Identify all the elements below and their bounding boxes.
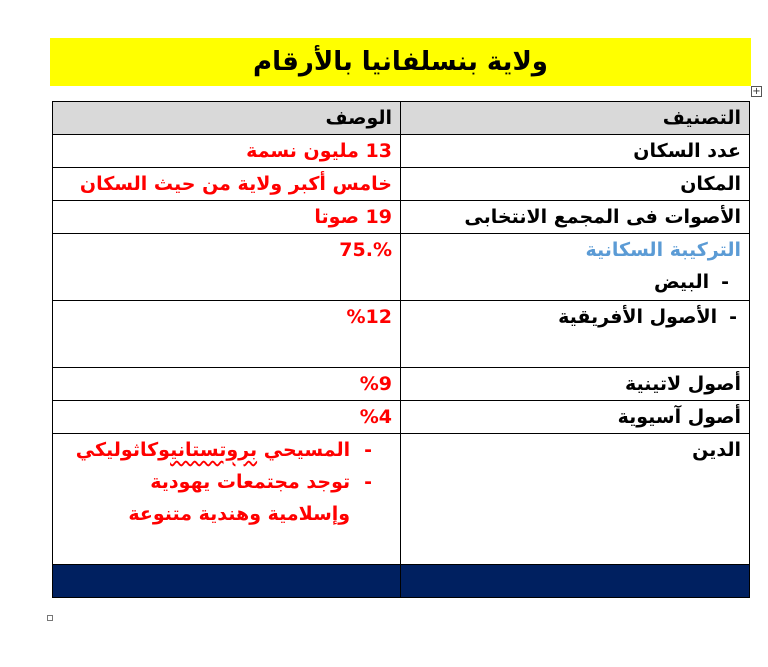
row-label-african [401,301,750,368]
religion-item-text-end: وكاثوليكي [75,439,171,461]
table-footer-row [53,565,750,598]
header-description: الوصف [53,102,401,135]
spellcheck-underlined-word[interactable]: بروتستاني [170,439,258,461]
document-title: ولاية بنسلفانيا بالأرقام [50,38,751,86]
religion-item-text: المسيحي [263,439,351,461]
table-row [53,234,750,301]
table-header-row [53,102,750,135]
row-value-population: 13 مليون نسمة [53,135,401,168]
table-row [53,301,750,368]
footer-cell [53,565,401,598]
african-label: الأصول الأفريقية [558,306,718,328]
table-row [53,201,750,234]
resize-handle-icon[interactable] [47,615,53,621]
composition-label: التركيبة السكانية [585,239,741,261]
bullet-dash: - [364,471,372,493]
row-value-electoral: 19 صوتا [53,201,401,234]
row-value-latino: %9 [53,368,401,401]
table-row [53,434,750,565]
row-value-location: خامس أكبر ولاية من حيث السكان [53,168,401,201]
bullet-dash: - [729,306,737,328]
religion-list [61,434,392,530]
row-value-asian: %4 [53,401,401,434]
bullet-dash: - [364,439,372,461]
religion-item-line1: توجد مجتمعات يهودية [150,471,351,493]
row-label-location: المكان [401,168,750,201]
row-value-religion [53,434,401,565]
row-label-composition [401,234,750,301]
move-handle-icon[interactable]: + [752,86,761,97]
table-row [53,168,750,201]
pennsylvania-stats-table [52,101,750,598]
composition-sub-label: البيض [654,271,710,293]
table-row [53,368,750,401]
row-label-electoral: الأصوات فى المجمع الانتخابى [401,201,750,234]
table-row [53,135,750,168]
table-row [53,401,750,434]
row-value-composition: %.75 [53,234,401,301]
footer-cell [401,565,750,598]
bullet-dash: - [721,271,729,293]
row-label-latino: أصول لاتينية [401,368,750,401]
row-label-asian: أصول آسيوية [401,401,750,434]
religion-item-line2: وإسلامية وهندية متنوعة [128,503,351,525]
row-label-population: عدد السكان [401,135,750,168]
header-category: التصنيف [401,102,750,135]
list-item [61,466,392,530]
row-value-african: %12 [53,301,401,368]
row-label-religion: الدين [401,434,750,565]
list-item [61,434,392,466]
composition-sub-item [409,266,741,298]
